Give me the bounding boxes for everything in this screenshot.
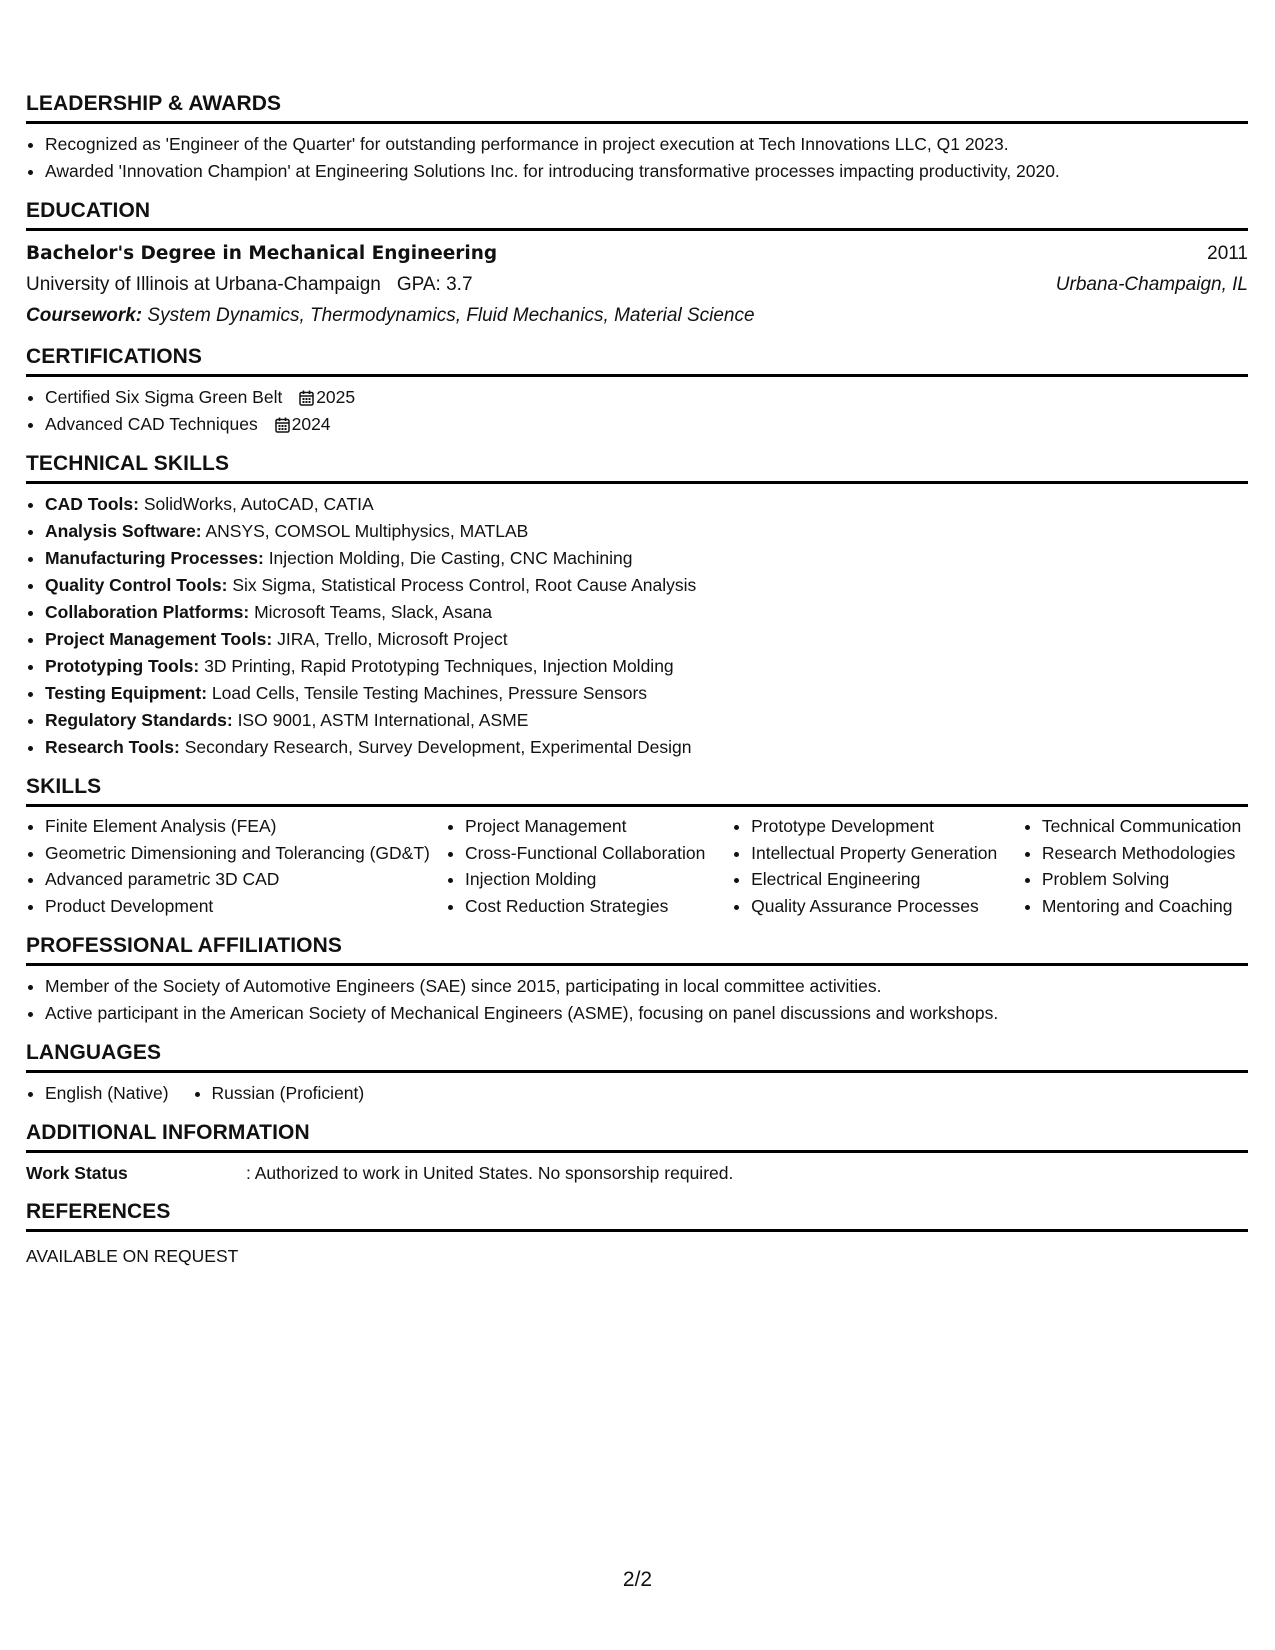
section-title: EDUCATION bbox=[26, 199, 1248, 231]
skill-label: Testing Equipment: bbox=[45, 683, 208, 703]
skill-value: Load Cells, Tensile Testing Machines, Pressure Sensors bbox=[211, 683, 648, 703]
list-item: • Active participant in the American Society of Mechanical Engineers (ASME), focusing on panel discussions and workshops. bbox=[45, 1000, 1248, 1027]
certifications-section bbox=[26, 345, 1248, 438]
skill-label: Manufacturing Processes: bbox=[45, 548, 264, 568]
list-item: • Electrical Engineering bbox=[751, 867, 1023, 894]
list-item bbox=[45, 734, 1248, 761]
skill-label: Research Tools: bbox=[45, 737, 180, 757]
list-item: • Member of the Society of Automotive Engineers (SAE) since 2015, participating in local committee activities. bbox=[45, 973, 1248, 1000]
list-item bbox=[45, 384, 1248, 411]
skill-label: Project Management Tools: bbox=[45, 629, 273, 649]
certification-year: 2024 bbox=[291, 414, 331, 434]
list-item: • Project Management bbox=[465, 814, 732, 841]
certification-name: Certified Six Sigma Green Belt bbox=[45, 387, 283, 407]
skills-column bbox=[732, 814, 1023, 920]
section-title: LEADERSHIP & AWARDS bbox=[26, 92, 1248, 124]
list-item bbox=[45, 518, 1248, 545]
gpa: GPA: 3.7 bbox=[396, 274, 473, 295]
list-item: • Prototype Development bbox=[751, 814, 1023, 841]
graduation-year: 2011 bbox=[1207, 243, 1248, 264]
resume-page bbox=[26, 92, 1248, 1283]
degree-name: Bachelor's Degree in Mechanical Engineering bbox=[26, 243, 498, 264]
skill-value: JIRA, Trello, Microsoft Project bbox=[277, 629, 508, 649]
list-item: • Mentoring and Coaching bbox=[1042, 894, 1248, 921]
additional-info-section bbox=[26, 1121, 1248, 1186]
section-title: TECHNICAL SKILLS bbox=[26, 452, 1248, 484]
list-item: • Injection Molding bbox=[465, 867, 732, 894]
list-item bbox=[45, 626, 1248, 653]
page-number: 2/2 bbox=[622, 1568, 653, 1591]
skill-label: Prototyping Tools: bbox=[45, 656, 200, 676]
list-item: • English (Native) bbox=[45, 1080, 169, 1107]
work-status-value: : Authorized to work in United States. No sponsorship required. bbox=[246, 1163, 734, 1183]
list-item: • Recognized as 'Engineer of the Quarter' for outstanding performance in project execution at Tech Innovations LLC, Q1 2023. bbox=[45, 131, 1248, 158]
skill-label: Regulatory Standards: bbox=[45, 710, 233, 730]
skill-value: 3D Printing, Rapid Prototyping Techniques, Injection Molding bbox=[204, 656, 674, 676]
technical-skills-list bbox=[26, 491, 1248, 761]
coursework-label: Coursework: bbox=[26, 305, 143, 326]
education-section bbox=[26, 199, 1248, 331]
languages-section bbox=[26, 1041, 1248, 1107]
list-item bbox=[45, 599, 1248, 626]
certification-name: Advanced CAD Techniques bbox=[45, 414, 258, 434]
affiliations-section bbox=[26, 934, 1248, 1027]
school-location: Urbana-Champaign, IL bbox=[1055, 274, 1248, 295]
skill-value: Microsoft Teams, Slack, Asana bbox=[254, 602, 493, 622]
school-name: University of Illinois at Urbana-Champaign bbox=[26, 274, 381, 295]
skill-value: SolidWorks, AutoCAD, CATIA bbox=[143, 494, 374, 514]
section-title: SKILLS bbox=[26, 775, 1248, 807]
skill-label: CAD Tools: bbox=[45, 494, 139, 514]
list-item: • Cost Reduction Strategies bbox=[465, 894, 732, 921]
languages-list bbox=[26, 1080, 1248, 1107]
coursework-list: System Dynamics, Thermodynamics, Fluid Mechanics, Material Science bbox=[147, 305, 755, 326]
list-item: • Technical Communication bbox=[1042, 814, 1248, 841]
list-item: • Awarded 'Innovation Champion' at Engineering Solutions Inc. for introducing transformative processes impacting productivity, 2020. bbox=[45, 158, 1248, 185]
skill-value: Secondary Research, Survey Development, Experimental Design bbox=[184, 737, 692, 757]
list-item: • Research Methodologies bbox=[1042, 841, 1248, 868]
certification-year: 2025 bbox=[316, 387, 356, 407]
technical-skills-section bbox=[26, 452, 1248, 761]
skill-value: Six Sigma, Statistical Process Control, Root Cause Analysis bbox=[232, 575, 697, 595]
skills-column bbox=[446, 814, 732, 920]
certifications-list bbox=[26, 384, 1248, 438]
list-item: • Finite Element Analysis (FEA) bbox=[45, 814, 446, 841]
skill-label: Analysis Software: bbox=[45, 521, 202, 541]
affiliations-list bbox=[26, 973, 1248, 1027]
skill-label: Collaboration Platforms: bbox=[45, 602, 250, 622]
skill-value: Injection Molding, Die Casting, CNC Machining bbox=[268, 548, 633, 568]
section-title: CERTIFICATIONS bbox=[26, 345, 1248, 377]
leadership-list bbox=[26, 131, 1248, 185]
references-text: AVAILABLE ON REQUEST bbox=[26, 1246, 239, 1266]
work-status-label: Work Status bbox=[26, 1163, 128, 1183]
list-item bbox=[45, 572, 1248, 599]
list-item bbox=[45, 411, 1248, 438]
references-section bbox=[26, 1200, 1248, 1269]
calendar-icon bbox=[275, 417, 290, 433]
skill-value: ANSYS, COMSOL Multiphysics, MATLAB bbox=[205, 521, 529, 541]
list-item bbox=[45, 680, 1248, 707]
skills-section bbox=[26, 775, 1248, 920]
list-item: • Product Development bbox=[45, 894, 446, 921]
skill-value: ISO 9001, ASTM International, ASME bbox=[237, 710, 529, 730]
section-title: REFERENCES bbox=[26, 1200, 1248, 1232]
list-item: • Cross-Functional Collaboration bbox=[465, 841, 732, 868]
calendar-icon bbox=[299, 390, 314, 406]
section-title: ADDITIONAL INFORMATION bbox=[26, 1121, 1248, 1153]
list-item: • Problem Solving bbox=[1042, 867, 1248, 894]
section-title: PROFESSIONAL AFFILIATIONS bbox=[26, 934, 1248, 966]
skills-column bbox=[26, 814, 446, 920]
skill-label: Quality Control Tools: bbox=[45, 575, 228, 595]
leadership-section bbox=[26, 92, 1248, 185]
list-item bbox=[45, 545, 1248, 572]
section-title: LANGUAGES bbox=[26, 1041, 1248, 1073]
list-item bbox=[45, 491, 1248, 518]
skills-grid bbox=[26, 814, 1248, 920]
list-item: • Geometric Dimensioning and Tolerancing (GD&T) bbox=[45, 841, 446, 868]
list-item bbox=[45, 707, 1248, 734]
skills-column bbox=[1023, 814, 1248, 920]
list-item bbox=[45, 653, 1248, 680]
list-item: • Intellectual Property Generation bbox=[751, 841, 1023, 868]
list-item: • Advanced parametric 3D CAD bbox=[45, 867, 446, 894]
list-item: • Russian (Proficient) bbox=[212, 1080, 365, 1107]
list-item: • Quality Assurance Processes bbox=[751, 894, 1023, 921]
